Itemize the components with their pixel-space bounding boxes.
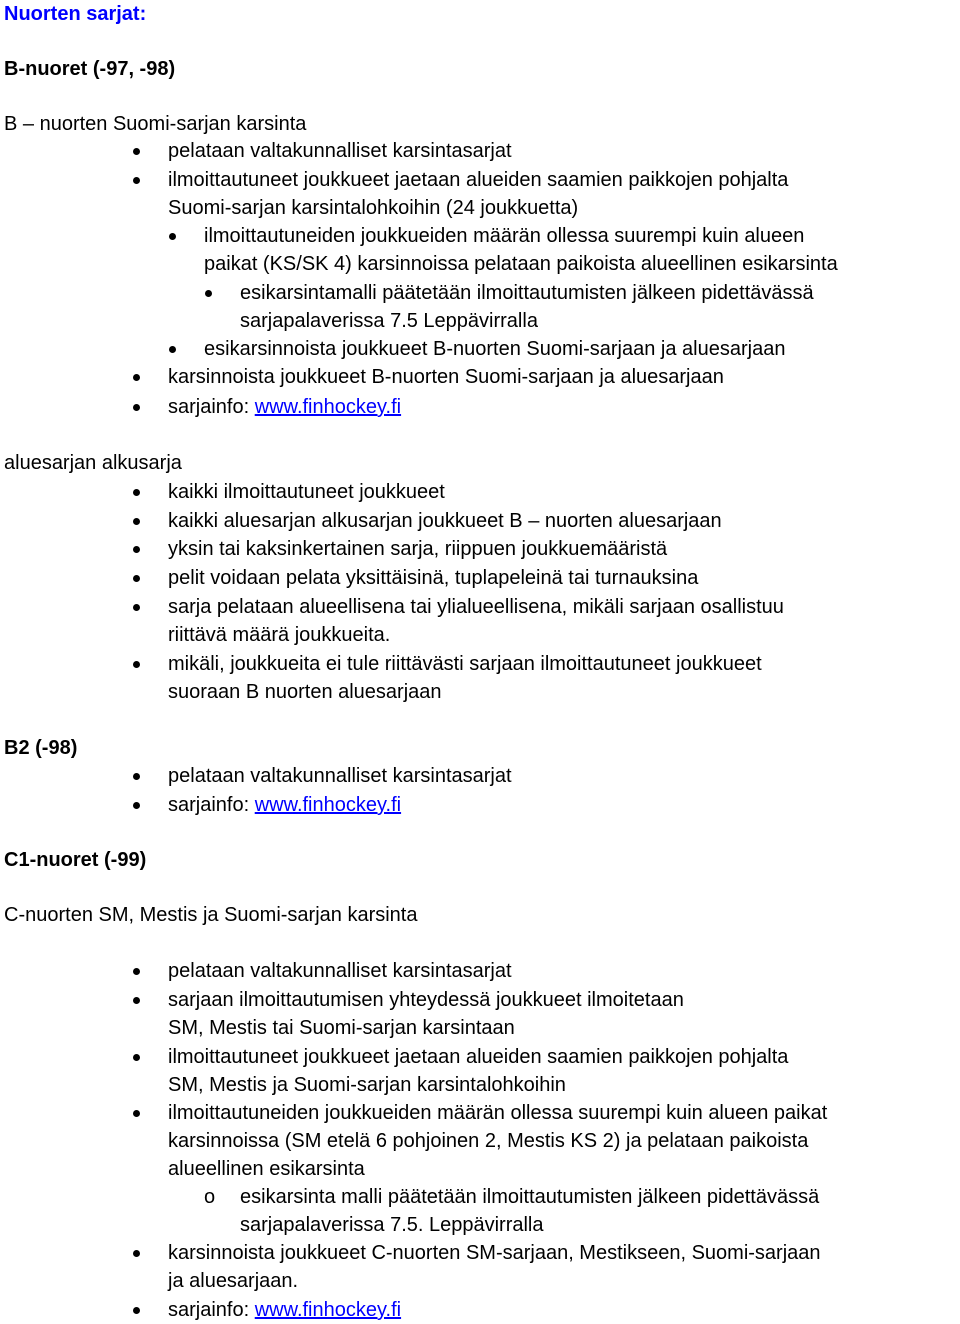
bullet-icon — [133, 604, 140, 611]
list-item: sarja pelataan alueellisena tai ylialueellisena, mikäli sarjaan osallistuu — [168, 596, 784, 618]
list-item: ilmoittautuneiden joukkueiden määrän ollessa suurempi kuin alueen paikat — [168, 1102, 828, 1124]
list-item: pelataan valtakunnalliset karsintasarjat — [168, 960, 512, 982]
bullet-icon — [169, 346, 176, 353]
bullet-icon — [133, 1054, 140, 1061]
section-subheading-c-karsinta: C-nuorten SM, Mestis ja Suomi-sarjan karsinta — [4, 904, 418, 926]
list-item: esikarsinnoista joukkueet B-nuorten Suomi-sarjaan ja aluesarjaan — [204, 338, 786, 360]
list-item-continuation: suoraan B nuorten aluesarjaan — [168, 681, 442, 703]
bullet-icon — [133, 968, 140, 975]
bullet-icon — [133, 997, 140, 1004]
list-item-sarjainfo — [168, 1299, 401, 1321]
list-item: mikäli, joukkueita ei tule riittävästi sarjaan ilmoittautuneet joukkueet — [168, 653, 762, 675]
list-item-continuation: riittävä määrä joukkueita. — [168, 624, 391, 646]
list-item: karsinnoista joukkueet C-nuorten SM-sarjaan, Mestikseen, Suomi-sarjaan — [168, 1242, 821, 1264]
bullet-icon — [133, 404, 140, 411]
list-item: kaikki ilmoittautuneet joukkueet — [168, 481, 445, 503]
bullet-icon — [133, 489, 140, 496]
finhockey-link[interactable]: www.finhockey.fi — [254, 1299, 402, 1321]
list-item-continuation: paikat (KS/SK 4) karsinnoissa pelataan paikoista alueellinen esikarsinta — [204, 253, 838, 275]
page-title: Nuorten sarjat: — [4, 3, 147, 25]
bullet-icon — [133, 148, 140, 155]
list-item-continuation: sarjapalaverissa 7.5. Leppävirralla — [240, 1214, 544, 1236]
bullet-icon — [133, 546, 140, 553]
list-item-continuation: Suomi-sarjan karsintalohkoihin (24 joukkuetta) — [168, 197, 579, 219]
section-heading-aluesarja: aluesarjan alkusarja — [4, 452, 182, 474]
bullet-icon — [133, 575, 140, 582]
bullet-icon — [205, 290, 212, 297]
list-item-sarjainfo — [168, 396, 401, 418]
bullet-icon — [133, 1110, 140, 1117]
circle-bullet-icon: o — [204, 1186, 216, 1208]
list-item-continuation: SM, Mestis ja Suomi-sarjan karsintalohkoihin — [168, 1074, 566, 1096]
list-item: yksin tai kaksinkertainen sarja, riippuen joukkuemääristä — [168, 538, 668, 560]
section-heading-b-nuoret: B-nuoret (-97, -98) — [4, 58, 176, 80]
list-item: esikarsinta malli päätetään ilmoittautumisten jälkeen pidettävässä — [240, 1186, 820, 1208]
bullet-icon — [133, 773, 140, 780]
list-item: sarjaan ilmoittautumisen yhteydessä joukkueet ilmoitetaan — [168, 989, 684, 1011]
section-heading-b2: B2 (-98) — [4, 737, 78, 759]
finhockey-link[interactable]: www.finhockey.fi — [254, 396, 402, 418]
bullet-icon — [133, 374, 140, 381]
bullet-icon — [133, 1307, 140, 1314]
list-item: pelataan valtakunnalliset karsintasarjat — [168, 765, 512, 787]
list-item-continuation: alueellinen esikarsinta — [168, 1158, 365, 1180]
bullet-icon — [169, 233, 176, 240]
bullet-icon — [133, 802, 140, 809]
bullet-icon — [133, 1250, 140, 1257]
section-heading-c1: C1-nuoret (-99) — [4, 849, 147, 871]
list-item: pelit voidaan pelata yksittäisinä, tuplapeleinä tai turnauksina — [168, 567, 699, 589]
list-item: ilmoittautuneet joukkueet jaetaan alueiden saamien paikkojen pohjalta — [168, 169, 789, 191]
sarjainfo-label: sarjainfo: — [168, 794, 255, 816]
list-item: ilmoittautuneet joukkueet jaetaan alueiden saamien paikkojen pohjalta — [168, 1046, 789, 1068]
list-item: esikarsintamalli päätetään ilmoittautumisten jälkeen pidettävässä — [240, 282, 814, 304]
list-item: karsinnoista joukkueet B-nuorten Suomi-sarjaan ja aluesarjaan — [168, 366, 724, 388]
finhockey-link[interactable]: www.finhockey.fi — [254, 794, 402, 816]
list-item-continuation: SM, Mestis tai Suomi-sarjan karsintaan — [168, 1017, 515, 1039]
list-item-sarjainfo — [168, 794, 401, 816]
section-subheading-b-karsinta: B – nuorten Suomi-sarjan karsinta — [4, 113, 307, 135]
sarjainfo-label: sarjainfo: — [168, 1299, 255, 1321]
list-item-continuation: sarjapalaverissa 7.5 Leppävirralla — [240, 310, 538, 332]
sarjainfo-label: sarjainfo: — [168, 396, 255, 418]
bullet-icon — [133, 177, 140, 184]
bullet-icon — [133, 661, 140, 668]
bullet-icon — [133, 518, 140, 525]
list-item: pelataan valtakunnalliset karsintasarjat — [168, 140, 512, 162]
list-item-continuation: ja aluesarjaan. — [168, 1270, 299, 1292]
list-item: kaikki aluesarjan alkusarjan joukkueet B – nuorten aluesarjaan — [168, 510, 722, 532]
list-item-continuation: karsinnoissa (SM etelä 6 pohjoinen 2, Mestis KS 2) ja pelataan paikoista — [168, 1130, 809, 1152]
list-item: ilmoittautuneiden joukkueiden määrän ollessa suurempi kuin alueen — [204, 225, 805, 247]
